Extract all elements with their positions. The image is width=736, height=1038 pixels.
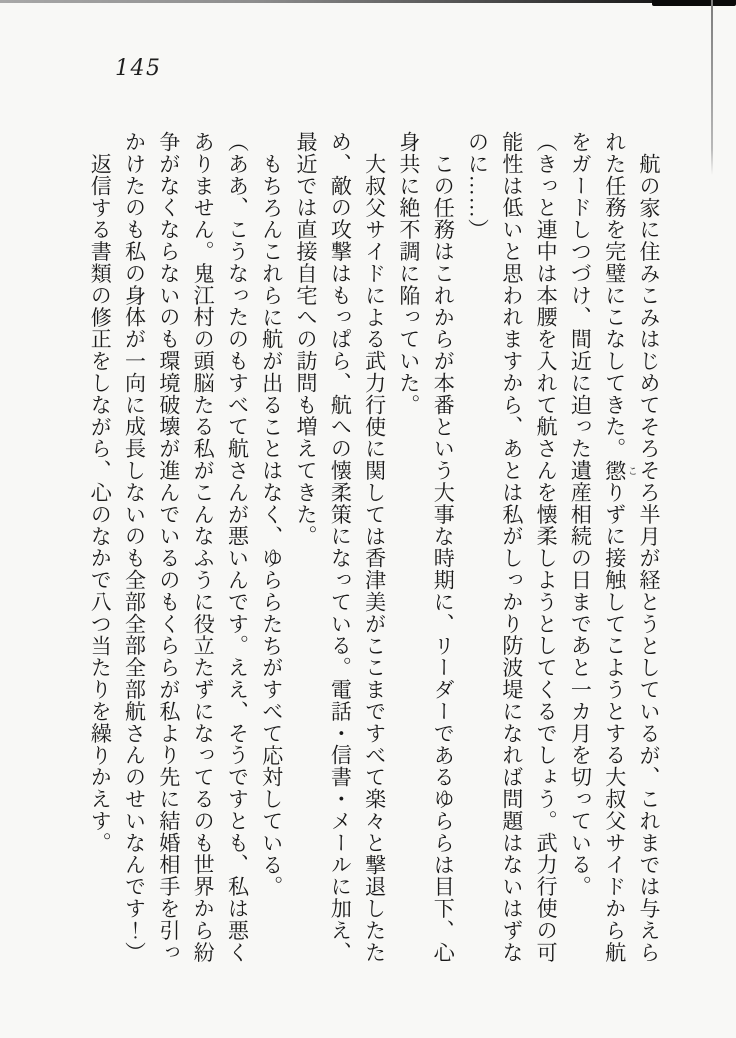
scan-top-edge-artifact [0,0,736,3]
vertical-text-block [83,131,666,964]
page-number: 145 [115,56,162,81]
ruby-annotated-character: 懲こ [602,459,637,482]
paragraph: 返信する書類の修正をしながら、心のなかで八つ当たりを繰りかえす。 [88,152,113,854]
paragraph: 大叔父サイドによる武力行使に関しては香津美がここまですべて楽々と撃退したため、敵の攻撃はもっぱら、航への懐柔策になっている。電話・信書・メールに加え、最近では直接自宅への訪問も増えてきた。 [294,131,387,964]
paragraph: この任務はこれからが本番という大事な時期に、リーダーであるゆららは目下、心身共に絶不調に陥っていた。 [396,131,456,964]
paragraph: （ああ、こうなったのもすべて航さんが悪いんです。ええ、そうですとも、私は悪くありません。鬼江村の頭脳たる私がこんなふうに役立たずになってるのも世界から紛争がなくならないのも環境破壊が進んでいるのもくららが私より先に結婚相手を引っかけたのも私の身体が一向に成長しないのも全部全部全部航さんのせいなんです！） [122,131,250,964]
paragraph: （きっと連中は本腰を入れて航さんを懐柔しようとしてくるでしょう。武力行使の可能性は低いと思われますから、あとは私がしっかり防波堤になれば問題はないはずなのに……） [465,131,559,964]
scan-top-corner-artifact [652,0,736,6]
paragraph: 航の家に住みこみはじめてそろそろ半月が経とうとしているが、これまでは与えられた任務を完璧にこなしてきた。懲こりずに接触してこようとする大叔父サイドから航をガードしつづけ、間近に迫った遺産相続の日まであと一カ月を切っている。 [568,131,661,964]
scan-crease-line [711,0,713,175]
paragraph: もちろんこれらに航が出ることはなく、ゆららたちがすべて応対している。 [259,152,284,898]
